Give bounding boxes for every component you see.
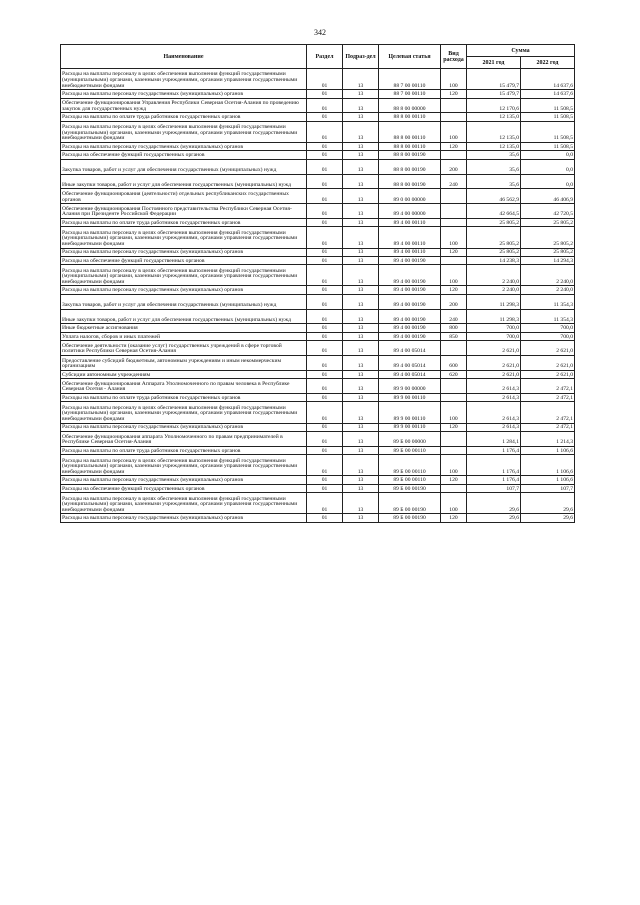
row-target: 89 4 00 05014 (379, 356, 441, 371)
row-subsection: 13 (343, 356, 379, 371)
row-name: Расходы на выплаты персоналу в целях обеспечения выполнения функций государственными (муниципальными) органами, казенными учреждениями, органами управления государственными внебюджетными фондами (61, 121, 307, 142)
row-subsection: 13 (343, 379, 379, 394)
row-section: 01 (307, 69, 343, 90)
header-subsection: Подраз-дел (343, 45, 379, 69)
row-2021: 14 238,3 (467, 256, 521, 264)
row-subsection: 13 (343, 431, 379, 446)
row-subsection: 13 (343, 69, 379, 90)
row-2021: 107,7 (467, 484, 521, 492)
row-type (441, 256, 467, 264)
row-section: 01 (307, 493, 343, 514)
row-subsection: 13 (343, 446, 379, 454)
row-2021: 25 805,2 (467, 227, 521, 248)
row-2022: 11 508,5 (521, 98, 575, 113)
row-2022: 1 214,3 (521, 431, 575, 446)
row-name: Закупка товаров, работ и услуг для обеспечения государственных (муниципальных) нужд (61, 294, 307, 309)
row-2021: 2 240,0 (467, 265, 521, 286)
row-section: 01 (307, 286, 343, 294)
row-section: 01 (307, 90, 343, 98)
row-2021: 29,6 (467, 493, 521, 514)
row-target: 88 8 00 00000 (379, 98, 441, 113)
row-section: 01 (307, 204, 343, 219)
row-target: 88 7 00 00110 (379, 69, 441, 90)
row-target: 89 4 00 00190 (379, 294, 441, 309)
row-2021: 2 621,0 (467, 356, 521, 371)
row-type (441, 379, 467, 394)
row-target: 88 8 00 00110 (379, 121, 441, 142)
row-target: 89 Б 00 00110 (379, 455, 441, 476)
row-type: 800 (441, 324, 467, 332)
row-target: 89 4 00 00190 (379, 265, 441, 286)
row-type: 240 (441, 174, 467, 189)
row-section: 01 (307, 514, 343, 522)
row-2021: 1 176,4 (467, 446, 521, 454)
row-2021: 25 805,2 (467, 248, 521, 256)
row-2021: 12 135,0 (467, 121, 521, 142)
row-subsection: 13 (343, 493, 379, 514)
row-name: Расходы на выплаты персоналу государственных (муниципальных) органов (61, 248, 307, 256)
row-2022: 25 805,2 (521, 218, 575, 226)
row-section: 01 (307, 455, 343, 476)
row-name: Расходы на выплаты персоналу в целях обеспечения выполнения функций государственными (муниципальными) органами, казенными учреждениями, органами управления государственными внебюджетными фондами (61, 402, 307, 423)
row-2022: 29,6 (521, 514, 575, 522)
row-2021: 2 614,3 (467, 379, 521, 394)
row-name: Расходы на выплаты персоналу в целях обеспечения выполнения функций государственными (муниципальными) органами, казенными учреждениями, органами управления государственными внебюджетными фондами (61, 69, 307, 90)
row-2021: 11 298,3 (467, 309, 521, 324)
row-type: 100 (441, 402, 467, 423)
row-type: 120 (441, 514, 467, 522)
row-subsection: 13 (343, 286, 379, 294)
row-name: Расходы на выплаты персоналу государственных (муниципальных) органов (61, 476, 307, 484)
row-target: 89 Б 00 00110 (379, 476, 441, 484)
row-target: 89 4 00 00000 (379, 204, 441, 219)
row-name: Расходы на выплаты персоналу государственных (муниципальных) органов (61, 90, 307, 98)
table-row (61, 431, 575, 446)
row-subsection: 13 (343, 394, 379, 402)
row-2022: 0,0 (521, 151, 575, 159)
row-section: 01 (307, 379, 343, 394)
row-2021: 15 479,7 (467, 69, 521, 90)
row-target: 89 4 00 00190 (379, 309, 441, 324)
row-2022: 700,0 (521, 324, 575, 332)
row-subsection: 13 (343, 294, 379, 309)
row-subsection: 13 (343, 423, 379, 431)
row-subsection: 13 (343, 341, 379, 356)
row-2022: 2 472,1 (521, 402, 575, 423)
row-name: Расходы на выплаты персоналу государственных (муниципальных) органов (61, 142, 307, 150)
row-subsection: 13 (343, 189, 379, 204)
row-section: 01 (307, 356, 343, 371)
table-row (61, 159, 575, 174)
table-row (61, 476, 575, 484)
row-name: Иные закупки товаров, работ и услуг для обеспечения государственных (муниципальных) нужд (61, 309, 307, 324)
row-2021: 15 479,7 (467, 90, 521, 98)
row-name: Обеспечение деятельности (оказание услуг) государственных учреждений в сфере торговой политики Республики Северная Осетия-Алания (61, 341, 307, 356)
row-2021: 1 176,4 (467, 476, 521, 484)
header-target: Целевая статья (379, 45, 441, 69)
row-2021: 11 298,3 (467, 294, 521, 309)
table-row (61, 204, 575, 219)
row-section: 01 (307, 159, 343, 174)
row-2022: 1 106,6 (521, 446, 575, 454)
row-2021: 2 614,3 (467, 402, 521, 423)
row-2022: 14 637,6 (521, 90, 575, 98)
row-name: Расходы на выплаты персоналу в целях обеспечения выполнения функций государственными (муниципальными) органами, казенными учреждениями, органами управления государственными внебюджетными фондами (61, 455, 307, 476)
row-subsection: 13 (343, 265, 379, 286)
row-2021: 2 621,0 (467, 370, 521, 378)
row-type (441, 341, 467, 356)
row-subsection: 13 (343, 218, 379, 226)
row-subsection: 13 (343, 484, 379, 492)
row-2022: 107,7 (521, 484, 575, 492)
row-subsection: 13 (343, 90, 379, 98)
table-row (61, 218, 575, 226)
row-2021: 46 562,9 (467, 189, 521, 204)
row-2022: 2 240,0 (521, 265, 575, 286)
table-row (61, 309, 575, 324)
row-2022: 46 406,9 (521, 189, 575, 204)
row-2021: 2 614,3 (467, 423, 521, 431)
row-section: 01 (307, 484, 343, 492)
row-subsection: 13 (343, 159, 379, 174)
table-row (61, 332, 575, 340)
row-section: 01 (307, 309, 343, 324)
row-type (441, 113, 467, 121)
row-target: 88 8 00 00190 (379, 159, 441, 174)
row-type: 100 (441, 69, 467, 90)
row-type: 200 (441, 159, 467, 174)
row-section: 01 (307, 402, 343, 423)
row-type: 120 (441, 423, 467, 431)
row-2022: 2 621,0 (521, 341, 575, 356)
row-target: 89 4 00 05014 (379, 341, 441, 356)
row-target: 89 4 00 00110 (379, 248, 441, 256)
table-row (61, 493, 575, 514)
row-2022: 2 472,1 (521, 379, 575, 394)
row-name: Уплата налогов, сборов и иных платежей (61, 332, 307, 340)
row-section: 01 (307, 394, 343, 402)
row-section: 01 (307, 121, 343, 142)
table-row (61, 394, 575, 402)
row-name: Иные бюджетные ассигнования (61, 324, 307, 332)
row-type (441, 431, 467, 446)
row-section: 01 (307, 174, 343, 189)
row-2022: 0,0 (521, 174, 575, 189)
row-target: 88 7 00 00110 (379, 90, 441, 98)
row-2022: 14 294,3 (521, 256, 575, 264)
row-target: 89 9 00 00110 (379, 394, 441, 402)
row-name: Расходы на выплаты персоналу государственных (муниципальных) органов (61, 514, 307, 522)
table-row (61, 324, 575, 332)
row-subsection: 13 (343, 248, 379, 256)
table-row (61, 248, 575, 256)
row-target: 89 9 00 00000 (379, 379, 441, 394)
budget-table (60, 44, 575, 523)
header-name: Наименование (61, 45, 307, 69)
header-type: Вид расхода (441, 45, 467, 69)
row-2022: 25 805,2 (521, 248, 575, 256)
row-2021: 2 614,3 (467, 394, 521, 402)
row-type: 100 (441, 455, 467, 476)
row-section: 01 (307, 98, 343, 113)
table-row (61, 341, 575, 356)
row-section: 01 (307, 151, 343, 159)
row-2022: 2 621,0 (521, 356, 575, 371)
row-2021: 35,6 (467, 159, 521, 174)
row-target: 89 Б 00 00190 (379, 493, 441, 514)
row-name: Иные закупки товаров, работ и услуг для обеспечения государственных (муниципальных) нужд (61, 174, 307, 189)
row-2022: 14 637,6 (521, 69, 575, 90)
row-2021: 700,0 (467, 324, 521, 332)
table-row (61, 455, 575, 476)
row-name: Расходы на выплаты по оплате труда работников государственных органов (61, 113, 307, 121)
row-section: 01 (307, 113, 343, 121)
row-subsection: 13 (343, 121, 379, 142)
row-subsection: 13 (343, 324, 379, 332)
row-subsection: 13 (343, 256, 379, 264)
row-name: Расходы на выплаты по оплате труда работников государственных органов (61, 394, 307, 402)
row-target: 89 4 00 00110 (379, 227, 441, 248)
table-row (61, 98, 575, 113)
row-subsection: 13 (343, 151, 379, 159)
row-type (441, 484, 467, 492)
row-section: 01 (307, 476, 343, 484)
row-name: Обеспечение функционирования Постоянного представительства Республики Северная Осетия-Алания при Президенте Российской Федерации (61, 204, 307, 219)
row-subsection: 13 (343, 204, 379, 219)
page-number: 342 (314, 28, 326, 37)
row-subsection: 13 (343, 455, 379, 476)
row-subsection: 13 (343, 98, 379, 113)
row-type: 120 (441, 476, 467, 484)
row-type: 120 (441, 248, 467, 256)
row-name: Обеспечение функционирования Аппарата Уполномоченного по правам человека в Республике Северная Осетия - Алания (61, 379, 307, 394)
row-2022: 2 472,1 (521, 394, 575, 402)
table-row (61, 423, 575, 431)
row-name: Расходы на выплаты персоналу в целях обеспечения выполнения функций государственными (муниципальными) органами, казенными учреждениями, органами управления государственными внебюджетными фондами (61, 265, 307, 286)
row-2021: 29,6 (467, 514, 521, 522)
row-type (441, 98, 467, 113)
row-target: 89 4 00 00110 (379, 218, 441, 226)
row-subsection: 13 (343, 142, 379, 150)
row-target: 89 4 00 00190 (379, 332, 441, 340)
row-target: 89 4 00 05014 (379, 370, 441, 378)
row-target: 89 Б 00 00190 (379, 484, 441, 492)
row-subsection: 13 (343, 309, 379, 324)
header-section: Раздел (307, 45, 343, 69)
row-section: 01 (307, 248, 343, 256)
header-year-2021: 2021 год (467, 57, 521, 69)
table-row (61, 265, 575, 286)
row-name: Расходы на обеспечение функций государственных органов (61, 151, 307, 159)
table-row (61, 121, 575, 142)
row-section: 01 (307, 265, 343, 286)
row-name: Расходы на выплаты персоналу государственных (муниципальных) органов (61, 286, 307, 294)
row-2022: 2 621,0 (521, 370, 575, 378)
row-name: Обеспечение функционирования (деятельности) отдельных республиканских государственных органов (61, 189, 307, 204)
row-name: Расходы на выплаты по оплате труда работников государственных органов (61, 218, 307, 226)
table-row (61, 151, 575, 159)
row-2022: 25 805,2 (521, 227, 575, 248)
row-subsection: 13 (343, 332, 379, 340)
row-subsection: 13 (343, 476, 379, 484)
row-name: Закупка товаров, работ и услуг для обеспечения государственных (муниципальных) нужд (61, 159, 307, 174)
row-subsection: 13 (343, 113, 379, 121)
table-row (61, 286, 575, 294)
row-2021: 700,0 (467, 332, 521, 340)
table-row (61, 69, 575, 90)
row-type: 120 (441, 142, 467, 150)
row-target: 89 Б 00 00110 (379, 446, 441, 454)
row-2021: 25 805,2 (467, 218, 521, 226)
row-2021: 12 135,0 (467, 142, 521, 150)
row-section: 01 (307, 431, 343, 446)
row-type (441, 151, 467, 159)
row-target: 89 4 00 00190 (379, 286, 441, 294)
table-row (61, 256, 575, 264)
table-row (61, 189, 575, 204)
row-section: 01 (307, 370, 343, 378)
table-row (61, 227, 575, 248)
row-section: 01 (307, 189, 343, 204)
row-2022: 42 720,5 (521, 204, 575, 219)
row-section: 01 (307, 324, 343, 332)
row-2022: 11 508,5 (521, 142, 575, 150)
row-2022: 2 240,0 (521, 286, 575, 294)
row-name: Расходы на выплаты персоналу государственных (муниципальных) органов (61, 423, 307, 431)
row-name: Расходы на выплаты персоналу в целях обеспечения выполнения функций государственными (муниципальными) органами, казенными учреждениями, органами управления государственными внебюджетными фондами (61, 493, 307, 514)
header-year-2022: 2022 год (521, 57, 575, 69)
row-type: 120 (441, 90, 467, 98)
row-type: 100 (441, 121, 467, 142)
row-target: 89 Б 00 00000 (379, 431, 441, 446)
row-target: 89 Б 00 00190 (379, 514, 441, 522)
row-target: 89 9 00 00110 (379, 423, 441, 431)
row-target: 88 8 00 00190 (379, 151, 441, 159)
row-2022: 29,6 (521, 493, 575, 514)
row-subsection: 13 (343, 514, 379, 522)
row-section: 01 (307, 341, 343, 356)
row-type (441, 204, 467, 219)
row-target: 88 8 00 00190 (379, 174, 441, 189)
row-2022: 700,0 (521, 332, 575, 340)
row-section: 01 (307, 256, 343, 264)
row-subsection: 13 (343, 402, 379, 423)
row-type: 600 (441, 356, 467, 371)
row-target: 89 4 00 00190 (379, 256, 441, 264)
table-row (61, 402, 575, 423)
row-2022: 0,0 (521, 159, 575, 174)
row-type: 240 (441, 309, 467, 324)
table-row (61, 294, 575, 309)
row-subsection: 13 (343, 227, 379, 248)
row-type (441, 189, 467, 204)
row-type: 100 (441, 265, 467, 286)
table-row (61, 514, 575, 522)
row-2022: 11 508,5 (521, 121, 575, 142)
row-subsection: 13 (343, 370, 379, 378)
row-section: 01 (307, 446, 343, 454)
row-subsection: 13 (343, 174, 379, 189)
row-2021: 2 621,0 (467, 341, 521, 356)
row-target: 89 9 00 00110 (379, 402, 441, 423)
table-header (61, 45, 575, 69)
table-body (61, 69, 575, 523)
row-name: Расходы на обеспечение функций государственных органов (61, 484, 307, 492)
header-sum: Сумма (467, 45, 575, 57)
row-type (441, 218, 467, 226)
row-2021: 42 664,5 (467, 204, 521, 219)
row-target: 88 8 00 00110 (379, 113, 441, 121)
row-section: 01 (307, 294, 343, 309)
row-2022: 11 354,3 (521, 294, 575, 309)
row-2022: 11 508,5 (521, 113, 575, 121)
row-section: 01 (307, 218, 343, 226)
row-name: Обеспечение функционирования аппарата Уполномоченного по правам предпринимателей в Республике Северная Осетия-Алания (61, 431, 307, 446)
row-2021: 12 170,6 (467, 98, 521, 113)
row-type: 200 (441, 294, 467, 309)
table-row (61, 484, 575, 492)
row-target: 88 8 00 00110 (379, 142, 441, 150)
row-type: 850 (441, 332, 467, 340)
row-target: 89 4 00 00190 (379, 324, 441, 332)
table-row (61, 446, 575, 454)
row-name: Предоставление субсидий бюджетным, автономным учреждениям и иным некоммерческим организациям (61, 356, 307, 371)
row-type: 100 (441, 227, 467, 248)
row-type (441, 394, 467, 402)
row-type: 120 (441, 286, 467, 294)
table-row (61, 379, 575, 394)
table-row (61, 174, 575, 189)
table-row (61, 370, 575, 378)
row-name: Расходы на выплаты персоналу в целях обеспечения выполнения функций государственными (муниципальными) органами, казенными учреждениями, органами управления государственными внебюджетными фондами (61, 227, 307, 248)
row-section: 01 (307, 332, 343, 340)
row-section: 01 (307, 227, 343, 248)
row-2022: 1 106,6 (521, 476, 575, 484)
row-2022: 11 354,3 (521, 309, 575, 324)
row-section: 01 (307, 142, 343, 150)
row-type: 620 (441, 370, 467, 378)
table-row (61, 142, 575, 150)
row-2021: 12 135,0 (467, 113, 521, 121)
row-2021: 1 284,1 (467, 431, 521, 446)
table-row (61, 356, 575, 371)
row-type: 100 (441, 493, 467, 514)
row-2021: 1 176,4 (467, 455, 521, 476)
row-2022: 1 106,6 (521, 455, 575, 476)
table-row (61, 90, 575, 98)
table-row (61, 113, 575, 121)
row-name: Субсидии автономным учреждениям (61, 370, 307, 378)
row-name: Обеспечение функционирования Управления Республики Северная Осетия-Алания по проведению закупок для государственных нужд (61, 98, 307, 113)
row-2021: 35,6 (467, 174, 521, 189)
row-target: 89 0 00 00000 (379, 189, 441, 204)
row-name: Расходы на выплаты по оплате труда работников государственных органов (61, 446, 307, 454)
row-name: Расходы на обеспечение функций государственных органов (61, 256, 307, 264)
row-type (441, 446, 467, 454)
row-section: 01 (307, 423, 343, 431)
row-2021: 35,6 (467, 151, 521, 159)
row-2021: 2 240,0 (467, 286, 521, 294)
row-2022: 2 472,1 (521, 423, 575, 431)
